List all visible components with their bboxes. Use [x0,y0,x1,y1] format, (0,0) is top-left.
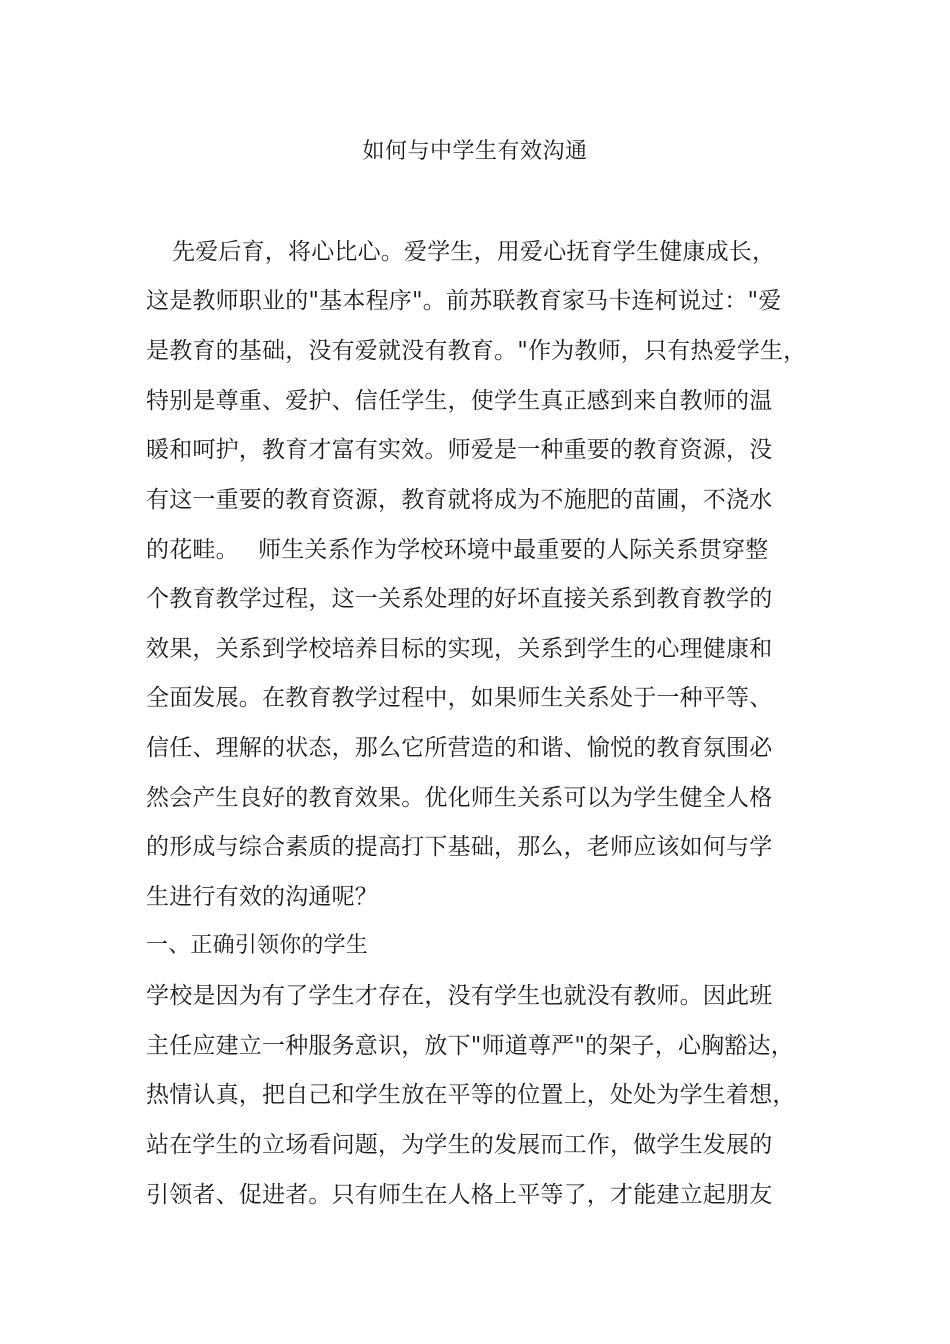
body-line-6: 有这一重要的教育资源，教育就将成为不施肥的苗圃，不浇水 [146,487,773,513]
body-line-9: 效果，关系到学校培养目标的实现，关系到学生的心理健康和 [146,636,773,662]
body-line-2: 这是教师职业的"基本程序"。前苏联教育家马卡连柯说过："爱 [146,288,782,314]
body-line-7: 的花畦。 师生关系作为学校环境中最重要的人际关系贯穿整 [146,537,769,563]
body-line-14: 生进行有效的沟通呢？ [146,884,378,910]
body-line-17: 主任应建立一种服务意识，放下"师道尊严"的架子，心胸豁达， [146,1033,794,1059]
section-heading: 一、正确引领你的学生 [146,933,369,958]
body-line-13: 的形成与综合素质的提高打下基础，那么，老师应该如何与学 [146,834,773,860]
body-line-12: 然会产生良好的教育效果。优化师生关系可以为学生健全人格 [146,785,773,811]
body-line-8: 个教育教学过程，这一关系处理的好坏直接关系到教育教学的 [146,586,773,612]
body-line-11: 信任、理解的状态，那么它所营造的和谐、愉悦的教育氛围必 [146,735,773,761]
body-line-16: 学校是因为有了学生才存在，没有学生也就没有教师。因此班 [146,983,773,1009]
body-line-10: 全面发展。在教育教学过程中，如果师生关系处于一种平等、 [146,685,773,711]
body-line-4: 特别是尊重、爱护、信任学生，使学生真正感到来自教师的温 [146,388,773,414]
body-line-5: 暖和呵护，教育才富有实效。师爱是一种重要的教育资源，没 [146,437,773,463]
body-line-18: 热情认真，把自己和学生放在平等的位置上，处处为学生着想， [146,1082,796,1108]
body-line-1: 先爱后育，将心比心。爱学生，用爱心抚育学生健康成长， [172,239,776,265]
body-line-20: 引领者、促进者。只有师生在人格上平等了，才能建立起朋友 [146,1182,773,1208]
document-title: 如何与中学生有效沟通 [362,139,588,164]
body-line-3: 是教育的基础，没有爱就没有教育。"作为教师，只有热爱学生， [146,338,807,364]
body-line-19: 站在学生的立场看问题，为学生的发展而工作，做学生发展的 [146,1132,773,1158]
